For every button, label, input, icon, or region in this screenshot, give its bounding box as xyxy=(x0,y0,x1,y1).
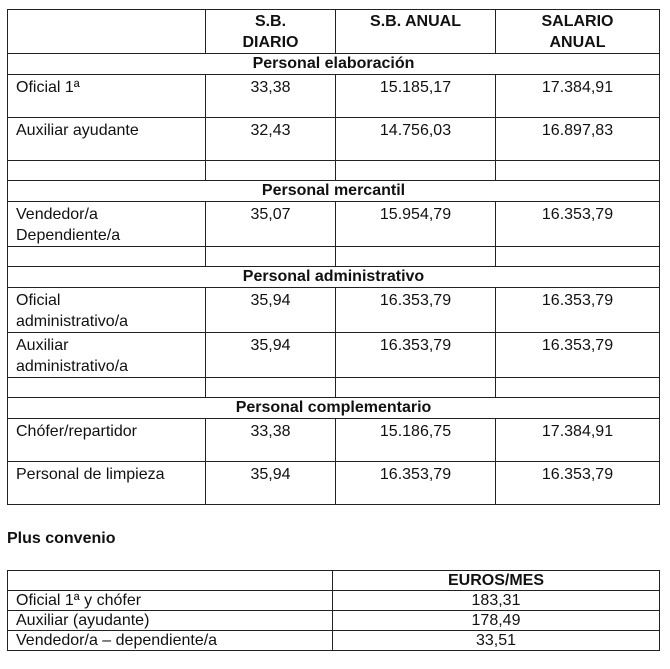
header-sb-anual: S.B. ANUAL xyxy=(336,10,496,54)
job-title-line: Auxiliar ayudante xyxy=(16,122,139,139)
spacer-cell xyxy=(8,378,206,398)
plus-header-empty xyxy=(8,571,333,591)
value-anual: 14.756,03 xyxy=(336,118,496,161)
table-row xyxy=(8,118,660,161)
plus-job: Vendedor/a – dependiente/a xyxy=(8,631,333,651)
table-row xyxy=(8,462,660,505)
spacer-cell xyxy=(8,161,206,181)
plus-convenio-table xyxy=(7,570,660,651)
job-title xyxy=(8,118,206,161)
job-title-line: Personal de limpieza xyxy=(16,466,165,483)
plus-amount: 33,51 xyxy=(333,631,660,651)
job-title-line: Oficial 1ª xyxy=(16,79,80,96)
spacer-cell xyxy=(336,378,496,398)
value-salario: 16.353,79 xyxy=(496,202,660,247)
spacer-cell xyxy=(206,161,336,181)
value-diario: 35,94 xyxy=(206,288,336,333)
value-salario: 16.353,79 xyxy=(496,462,660,505)
table-row xyxy=(8,288,660,333)
section-title: Personal administrativo xyxy=(8,267,660,288)
value-diario: 35,94 xyxy=(206,333,336,378)
spacer-cell xyxy=(8,247,206,267)
table-row xyxy=(8,75,660,118)
table-row xyxy=(8,631,660,651)
job-title xyxy=(8,202,206,247)
header-job xyxy=(8,10,206,54)
salary-header-row xyxy=(8,10,660,54)
spacer-row xyxy=(8,161,660,181)
plus-job: Auxiliar (ayudante) xyxy=(8,611,333,631)
spacer-row xyxy=(8,378,660,398)
table-row xyxy=(8,419,660,462)
table-row xyxy=(8,333,660,378)
spacer-cell xyxy=(206,378,336,398)
value-diario: 35,07 xyxy=(206,202,336,247)
spacer-cell xyxy=(336,247,496,267)
value-anual: 15.186,75 xyxy=(336,419,496,462)
section-row xyxy=(8,181,660,202)
job-title xyxy=(8,75,206,118)
job-title-line: Chófer/repartidor xyxy=(16,423,137,440)
section-row xyxy=(8,54,660,75)
value-anual: 15.954,79 xyxy=(336,202,496,247)
section-row xyxy=(8,267,660,288)
value-diario: 33,38 xyxy=(206,419,336,462)
value-salario: 16.353,79 xyxy=(496,333,660,378)
job-title-line: Auxiliar xyxy=(16,337,69,354)
value-anual: 16.353,79 xyxy=(336,288,496,333)
value-diario: 32,43 xyxy=(206,118,336,161)
section-row xyxy=(8,398,660,419)
spacer-cell xyxy=(496,247,660,267)
job-title-line: administrativo/a xyxy=(16,358,129,375)
plus-amount: 183,31 xyxy=(333,591,660,611)
plus-amount: 178,49 xyxy=(333,611,660,631)
plus-header-row xyxy=(8,571,660,591)
spacer-cell xyxy=(336,161,496,181)
job-title-line: Dependiente/a xyxy=(16,227,121,244)
value-diario: 35,94 xyxy=(206,462,336,505)
salary-table xyxy=(7,9,660,505)
plus-convenio-title: Plus convenio xyxy=(7,530,116,547)
table-row xyxy=(8,611,660,631)
plus-job: Oficial 1ª y chófer xyxy=(8,591,333,611)
table-row xyxy=(8,202,660,247)
value-anual: 16.353,79 xyxy=(336,333,496,378)
job-title xyxy=(8,462,206,505)
value-anual: 15.185,17 xyxy=(336,75,496,118)
value-salario: 17.384,91 xyxy=(496,75,660,118)
header-salario-anual: SALARIO ANUAL xyxy=(496,10,660,54)
header-sb-diario: S.B. DIARIO xyxy=(206,10,336,54)
value-diario: 33,38 xyxy=(206,75,336,118)
value-salario: 16.897,83 xyxy=(496,118,660,161)
job-title-line: Vendedor/a xyxy=(16,206,98,223)
section-title: Personal complementario xyxy=(8,398,660,419)
section-title: Personal mercantil xyxy=(8,181,660,202)
job-title-line: administrativo/a xyxy=(16,313,129,330)
spacer-row xyxy=(8,247,660,267)
table-row xyxy=(8,591,660,611)
spacer-cell xyxy=(496,378,660,398)
job-title-line: Oficial xyxy=(16,292,61,309)
plus-header-euros-mes: EUROS/MES xyxy=(333,571,660,591)
job-title xyxy=(8,288,206,333)
job-title xyxy=(8,333,206,378)
section-title: Personal elaboración xyxy=(8,54,660,75)
value-salario: 17.384,91 xyxy=(496,419,660,462)
spacer-cell xyxy=(206,247,336,267)
value-salario: 16.353,79 xyxy=(496,288,660,333)
value-anual: 16.353,79 xyxy=(336,462,496,505)
job-title xyxy=(8,419,206,462)
spacer-cell xyxy=(496,161,660,181)
